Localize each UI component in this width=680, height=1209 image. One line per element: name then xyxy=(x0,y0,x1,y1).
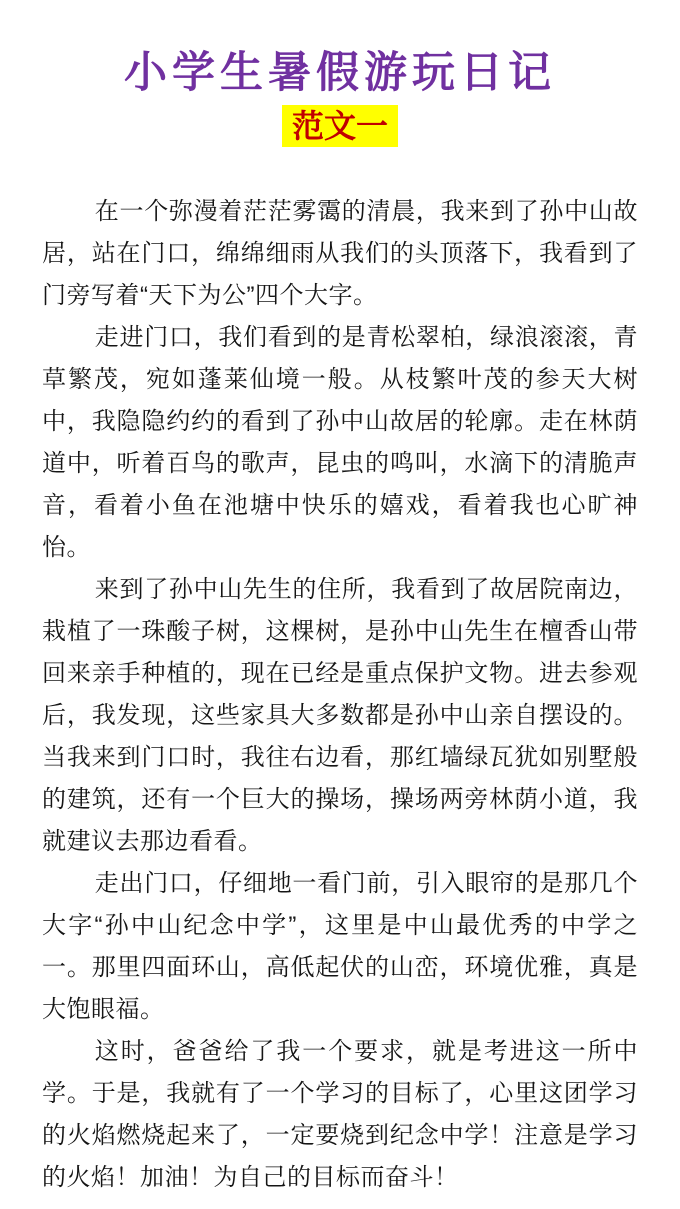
paragraph: 来到了孙中山先生的住所，我看到了故居院南边，栽植了一珠酸子树，这棵树，是孙中山先生在檀香山带回来亲手种植的，现在已经是重点保护文物。进去参观后，我发现，这些家具大多数都是孙中山亲自摆设的。当我来到门口时，我往右边看，那红墙绿瓦犹如别墅般的建筑，还有一个巨大的操场，操场两旁林荫小道，我就建议去那边看看。 xyxy=(42,576,638,855)
paragraph: 走进门口，我们看到的是青松翠柏，绿浪滚滚，青草繁茂，宛如蓬莱仙境一般。从枝繁叶茂的参天大树中，我隐隐约约的看到了孙中山故居的轮廓。走在林荫道中，听着百鸟的歌声，昆虫的鸣叫，水滴下的清脆声音，看着小鱼在池塘中快乐的嬉戏，看着我也心旷神怡。 xyxy=(42,324,638,561)
paragraph: 这时，爸爸给了我一个要求，就是考进这一所中学。于是，我就有了一个学习的目标了，心里这团学习的火焰燃烧起来了，一定要烧到纪念中学！注意是学习的火焰！加油！为自己的目标而奋斗！ xyxy=(42,1038,638,1191)
document-title: 小学生暑假游玩日记 xyxy=(124,48,556,98)
subtitle-highlight: 范文一 xyxy=(282,105,398,147)
subtitle-row xyxy=(0,105,680,147)
paragraph: 走出门口，仔细地一看门前，引入眼帘的是那几个大字“孙中山纪念中学”，这里是中山最优秀的中学之一。那里四面环山，高低起伏的山峦，环境优雅，真是大饱眼福。 xyxy=(42,870,638,1023)
paragraph: 在一个弥漫着茫茫雾霭的清晨，我来到了孙中山故居，站在门口，绵绵细雨从我们的头顶落下，我看到了门旁写着“天下为公”四个大字。 xyxy=(42,198,638,309)
essay-body xyxy=(42,191,638,1199)
